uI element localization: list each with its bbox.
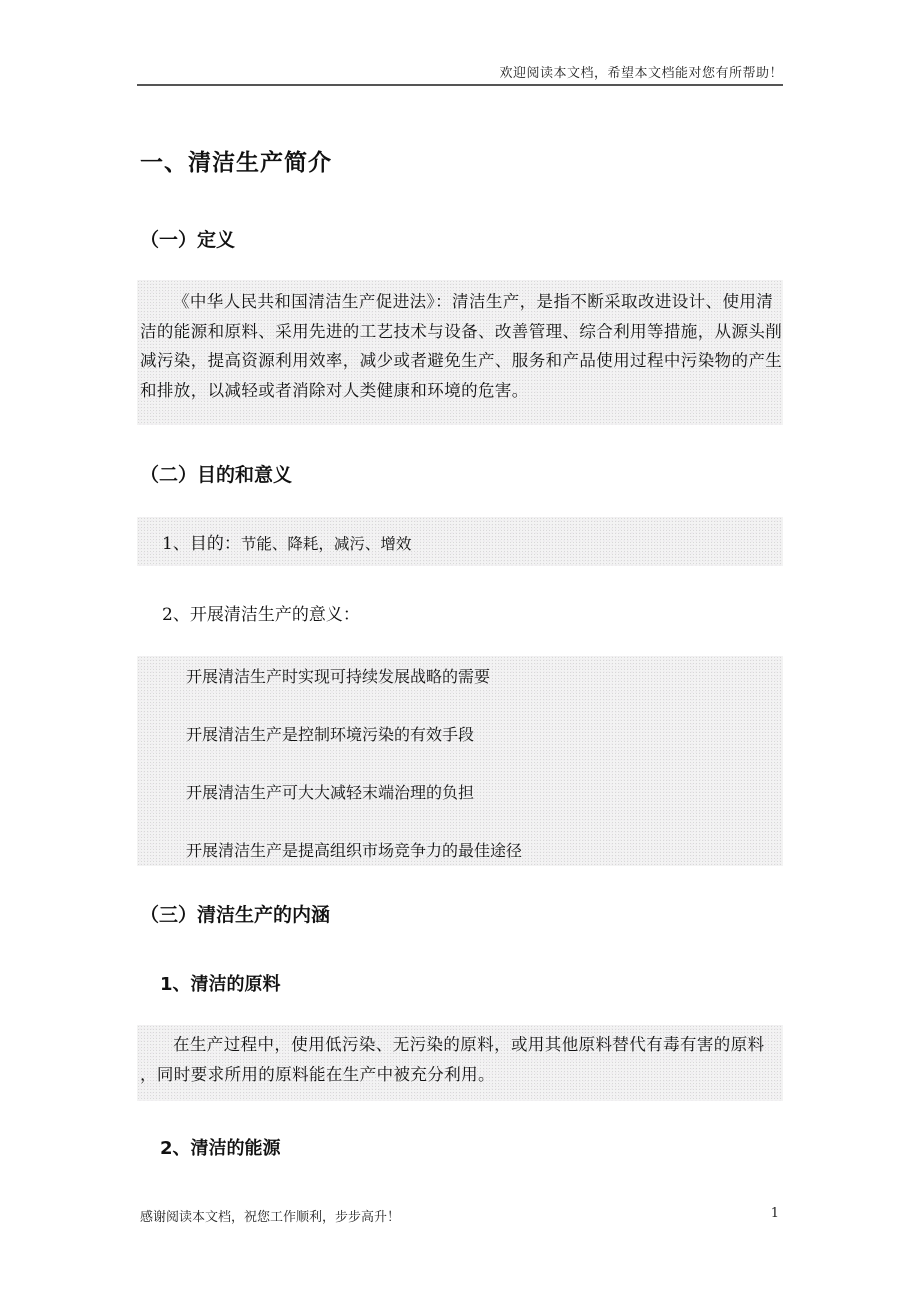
section-heading-definition: （一）定义 (140, 229, 236, 251)
page-header-text: 欢迎阅读本文档，希望本文档能对您有所帮助！ (499, 66, 783, 81)
definition-paragraph: 《中华人民共和国清洁生产促进法》：清洁生产，是指不断采取改进设计、使用清洁的能源和原料、采用先进的工艺技术与设备、改善管理、综合利用等措施，从源头削减污染，提高资源利用效率，减少或者避免生产、服务和产品使用过程中污染物的产生和排放，以减轻或者消除对人类健康和环境的危害。 (140, 292, 783, 400)
document-title: 一、清洁生产简介 (140, 150, 332, 176)
subsection-heading-clean-materials: 1、清洁的原料 (160, 974, 281, 995)
section-heading-connotation: （三）清洁生产的内涵 (140, 904, 331, 926)
subsection-heading-clean-energy: 2、清洁的能源 (160, 1138, 281, 1159)
meaning-shaded-box (137, 656, 783, 866)
meaning-list-item: 开展清洁生产是提高组织市场竞争力的最佳途径 (186, 841, 523, 860)
goal-label: 1、目的： (162, 534, 241, 554)
materials-paragraph: 在生产过程中，使用低污染、无污染的原料，或用其他原料替代有毒有害的原料 ，同时要求所用的原料能在生产中被充分利用。 (140, 1035, 765, 1084)
meaning-list-item: 开展清洁生产时实现可持续发展战略的需要 (186, 667, 491, 686)
meaning-list-item: 开展清洁生产是控制环境污染的有效手段 (186, 725, 475, 744)
meaning-title: 2、开展清洁生产的意义： (162, 605, 360, 625)
page-footer-text: 感谢阅读本文档，祝您工作顺利，步步高升！ (140, 1210, 401, 1225)
header-divider (137, 84, 783, 86)
page-number: 1 (770, 1206, 779, 1221)
goal-text: 节能、降耗，减污、增效 (240, 535, 412, 553)
goal-line (162, 529, 411, 554)
section-heading-purpose: （二）目的和意义 (140, 464, 293, 486)
meaning-list-item: 开展清洁生产可大大减轻末端治理的负担 (186, 783, 475, 802)
